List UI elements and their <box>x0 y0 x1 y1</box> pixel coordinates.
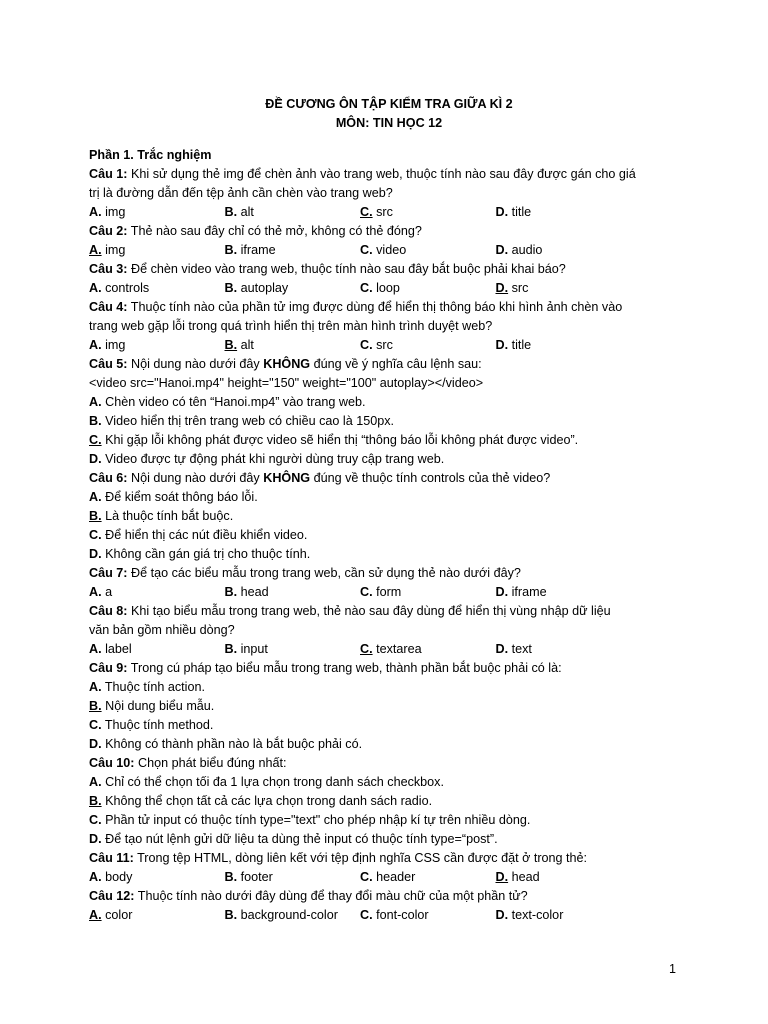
option-letter: A. <box>89 395 102 409</box>
page-number: 1 <box>669 962 677 976</box>
question-7 <box>89 564 689 583</box>
question-1-options <box>89 203 689 222</box>
option-text: src <box>372 338 393 352</box>
code-snippet: <video src="Hanoi.mp4" height="150" weight="100" autoplay></video> <box>89 376 484 390</box>
question-1-cont: trị là đường dẫn đến tệp ảnh cần chèn vào trang web? <box>89 186 393 200</box>
question-label: Câu 11: <box>89 851 134 865</box>
option-a <box>89 906 225 925</box>
option-b <box>225 640 361 659</box>
option-c <box>360 640 496 659</box>
option-letter-correct: C. <box>360 642 373 656</box>
option-letter: A. <box>89 490 102 504</box>
question-4 <box>89 298 689 317</box>
option-letter: D. <box>495 908 509 922</box>
option-letter: B. <box>224 908 238 922</box>
question-9 <box>89 659 689 678</box>
option-text: audio <box>508 243 543 257</box>
option-d <box>496 868 632 887</box>
option-letter: A. <box>89 680 102 694</box>
option-c <box>360 203 496 222</box>
option-b <box>225 336 361 355</box>
option-letter: A. <box>89 585 102 599</box>
option-letter-correct: B. <box>224 338 238 352</box>
option-text: Chèn video có tên “Hanoi.mp4” vào trang web. <box>101 395 366 409</box>
option-text: img <box>101 243 126 257</box>
option-letter: B. <box>224 243 238 257</box>
question-8 <box>89 602 689 621</box>
option-letter: C. <box>360 908 373 922</box>
option-letter: C. <box>89 718 102 732</box>
question-4-options <box>89 336 689 355</box>
option-letter: D. <box>89 547 102 561</box>
question-text: Trong tệp HTML, dòng liên kết với tệp định nghĩa CSS cần được đặt ở trong thẻ: <box>133 851 588 865</box>
question-5 <box>89 355 689 374</box>
question-text: Để tạo các biểu mẫu trong trang web, cần sử dụng thẻ nào dưới đây? <box>127 566 521 580</box>
option-d <box>89 450 689 469</box>
option-text: input <box>237 642 268 656</box>
option-d <box>496 241 632 260</box>
question-1 <box>89 165 689 184</box>
option-letter: C. <box>360 281 373 295</box>
option-d <box>89 830 689 849</box>
option-b <box>225 906 361 925</box>
option-letter: B. <box>224 870 238 884</box>
question-10 <box>89 754 689 773</box>
option-letter: D. <box>89 832 102 846</box>
question-text: Khi sử dụng thẻ img để chèn ảnh vào trang web, thuộc tính nào sau đây được gán cho giá <box>127 167 636 181</box>
document-title: ĐỀ CƯƠNG ÔN TẬP KIỂM TRA GIỮA KÌ 2 <box>265 97 513 111</box>
question-12 <box>89 887 689 906</box>
question-text: Để chèn video vào trang web, thuộc tính nào sau đây bắt buộc phải khai báo? <box>127 262 566 276</box>
question-text: đúng về ý nghĩa câu lệnh sau: <box>310 357 482 371</box>
option-text: head <box>237 585 269 599</box>
option-b <box>89 507 689 526</box>
option-c <box>89 526 689 545</box>
question-text: Chọn phát biểu đúng nhất: <box>134 756 287 770</box>
option-letter: D. <box>495 585 509 599</box>
option-a <box>89 241 225 260</box>
option-text: Video hiển thị trên trang web có chiều cao là 150px. <box>101 414 395 428</box>
option-letter: B. <box>224 642 238 656</box>
option-text: img <box>101 338 126 352</box>
option-a <box>89 488 689 507</box>
option-letter: C. <box>360 870 373 884</box>
option-a <box>89 336 225 355</box>
option-letter-correct: B. <box>89 794 102 808</box>
option-text: loop <box>372 281 400 295</box>
option-letter: D. <box>495 338 509 352</box>
section-heading: Phần 1. Trắc nghiệm <box>89 148 212 162</box>
option-text: header <box>372 870 416 884</box>
question-2 <box>89 222 689 241</box>
option-a <box>89 583 225 602</box>
option-text: Để tạo nút lệnh gửi dữ liệu ta dùng thẻ input có thuộc tính type=“post”. <box>101 832 498 846</box>
option-letter: C. <box>360 243 373 257</box>
question-12-options <box>89 906 689 925</box>
question-7-options <box>89 583 689 602</box>
document-subtitle: MÔN: TIN HỌC 12 <box>335 116 443 130</box>
option-text: iframe <box>237 243 276 257</box>
option-letter: A. <box>89 642 102 656</box>
option-text: font-color <box>372 908 429 922</box>
option-text: img <box>101 205 126 219</box>
option-d <box>89 545 689 564</box>
option-b <box>225 241 361 260</box>
question-label: Câu 10: <box>89 756 135 770</box>
question-text: Nội dung nào dưới đây <box>127 357 264 371</box>
option-c <box>360 336 496 355</box>
option-b <box>225 203 361 222</box>
question-text: Nội dung nào dưới đây <box>127 471 264 485</box>
question-4-cont: trang web gặp lỗi trong quá trình hiển thị trên màn hình trình duyệt web? <box>89 319 493 333</box>
option-text: textarea <box>372 642 422 656</box>
option-d <box>496 906 632 925</box>
option-a <box>89 203 225 222</box>
question-label: Câu 12: <box>89 889 135 903</box>
option-letter-correct: A. <box>89 908 102 922</box>
option-letter: C. <box>89 813 102 827</box>
question-label: Câu 1: <box>89 167 128 181</box>
option-c <box>89 716 689 735</box>
option-text: src <box>372 205 393 219</box>
option-letter: D. <box>495 642 509 656</box>
option-letter: A. <box>89 870 102 884</box>
option-letter: D. <box>89 452 102 466</box>
option-text: Không có thành phần nào là bắt buộc phải có. <box>101 737 363 751</box>
option-c <box>360 583 496 602</box>
option-c <box>89 811 689 830</box>
option-letter: A. <box>89 338 102 352</box>
option-letter-correct: C. <box>360 205 373 219</box>
option-text: background-color <box>237 908 338 922</box>
question-emphasis: KHÔNG <box>263 357 311 371</box>
option-text: Khi gặp lỗi không phát được video sẽ hiển thị “thông báo lỗi không phát được video”. <box>101 433 579 447</box>
option-text: form <box>372 585 402 599</box>
option-letter-correct: D. <box>495 870 509 884</box>
option-text: Phần tử input có thuộc tính type="text" cho phép nhập kí tự trên nhiều dòng. <box>101 813 531 827</box>
option-c <box>360 868 496 887</box>
option-letter: B. <box>224 205 238 219</box>
option-a <box>89 773 689 792</box>
option-letter: A. <box>89 775 102 789</box>
option-letter: D. <box>495 243 509 257</box>
option-letter: D. <box>495 205 509 219</box>
option-text: Nội dung biểu mẫu. <box>101 699 215 713</box>
question-label: Câu 7: <box>89 566 128 580</box>
option-text: video <box>372 243 407 257</box>
question-label: Câu 6: <box>89 471 128 485</box>
question-3-options <box>89 279 689 298</box>
option-letter-correct: B. <box>89 699 102 713</box>
option-text: Thuộc tính action. <box>101 680 205 694</box>
option-b <box>225 279 361 298</box>
option-a <box>89 678 689 697</box>
option-d <box>496 640 632 659</box>
question-label: Câu 3: <box>89 262 128 276</box>
question-label: Câu 8: <box>89 604 128 618</box>
option-letter: B. <box>224 585 238 599</box>
option-text: Để hiển thị các nút điều khiển video. <box>101 528 308 542</box>
option-b <box>225 868 361 887</box>
option-text: controls <box>101 281 150 295</box>
option-text: title <box>508 205 532 219</box>
option-text: Không thể chọn tất cả các lựa chọn trong danh sách radio. <box>101 794 433 808</box>
question-label: Câu 5: <box>89 357 128 371</box>
question-label: Câu 2: <box>89 224 128 238</box>
option-text: footer <box>237 870 273 884</box>
option-text: alt <box>237 205 254 219</box>
option-d <box>496 336 632 355</box>
question-label: Câu 4: <box>89 300 128 314</box>
option-letter: C. <box>89 528 102 542</box>
option-letter: B. <box>224 281 238 295</box>
option-c <box>360 279 496 298</box>
question-6 <box>89 469 689 488</box>
option-letter: B. <box>89 414 102 428</box>
option-text: Để kiểm soát thông báo lỗi. <box>101 490 258 504</box>
option-d <box>89 735 689 754</box>
question-text: Khi tạo biểu mẫu trong trang web, thẻ nào sau đây dùng để hiển thị vùng nhập dữ liệu <box>127 604 611 618</box>
question-8-cont: văn bản gồm nhiều dòng? <box>89 623 235 637</box>
option-text: title <box>508 338 532 352</box>
question-text: đúng về thuộc tính controls của thẻ video? <box>310 471 551 485</box>
question-11-options <box>89 868 689 887</box>
option-text: alt <box>237 338 254 352</box>
option-c <box>360 906 496 925</box>
option-d <box>496 203 632 222</box>
option-text: Là thuộc tính bắt buộc. <box>101 509 234 523</box>
option-letter-correct: C. <box>89 433 102 447</box>
option-letter-correct: B. <box>89 509 102 523</box>
option-letter-correct: A. <box>89 243 102 257</box>
option-d <box>496 583 632 602</box>
option-letter-correct: D. <box>495 281 509 295</box>
option-c <box>360 241 496 260</box>
option-c <box>89 431 689 450</box>
option-d <box>496 279 632 298</box>
option-text: src <box>508 281 529 295</box>
option-letter: A. <box>89 205 102 219</box>
option-letter: C. <box>360 585 373 599</box>
question-text: Thuộc tính nào dưới đây dùng để thay đổi màu chữ của một phần tử? <box>134 889 528 903</box>
option-text: text <box>508 642 532 656</box>
option-b <box>89 792 689 811</box>
option-a <box>89 868 225 887</box>
question-2-options <box>89 241 689 260</box>
option-a <box>89 640 225 659</box>
option-text: a <box>101 585 113 599</box>
question-text: Thuộc tính nào của phần tử img được dùng để hiển thị thông báo khi hình ảnh chèn vào <box>127 300 623 314</box>
option-b <box>89 412 689 431</box>
question-emphasis: KHÔNG <box>263 471 311 485</box>
option-text: text-color <box>508 908 564 922</box>
option-b <box>225 583 361 602</box>
option-letter: C. <box>360 338 373 352</box>
option-text: color <box>101 908 133 922</box>
option-text: Không cần gán giá trị cho thuộc tính. <box>101 547 311 561</box>
option-text: autoplay <box>237 281 289 295</box>
option-text: label <box>101 642 132 656</box>
option-text: body <box>101 870 133 884</box>
option-letter: D. <box>89 737 102 751</box>
option-b <box>89 697 689 716</box>
question-8-options <box>89 640 689 659</box>
option-text: head <box>508 870 540 884</box>
question-label: Câu 9: <box>89 661 128 675</box>
question-text: Thẻ nào sau đây chỉ có thẻ mở, không có thẻ đóng? <box>127 224 422 238</box>
question-text: Trong cú pháp tạo biểu mẫu trong trang web, thành phần bắt buộc phải có là: <box>127 661 562 675</box>
option-text: iframe <box>508 585 547 599</box>
option-a <box>89 279 225 298</box>
option-text: Thuộc tính method. <box>101 718 214 732</box>
document-page <box>89 95 689 925</box>
option-text: Video được tự động phát khi người dùng truy cập trang web. <box>101 452 445 466</box>
option-text: Chỉ có thể chọn tối đa 1 lựa chọn trong danh sách checkbox. <box>101 775 444 789</box>
question-11 <box>89 849 689 868</box>
option-a <box>89 393 689 412</box>
question-3 <box>89 260 689 279</box>
option-letter: A. <box>89 281 102 295</box>
